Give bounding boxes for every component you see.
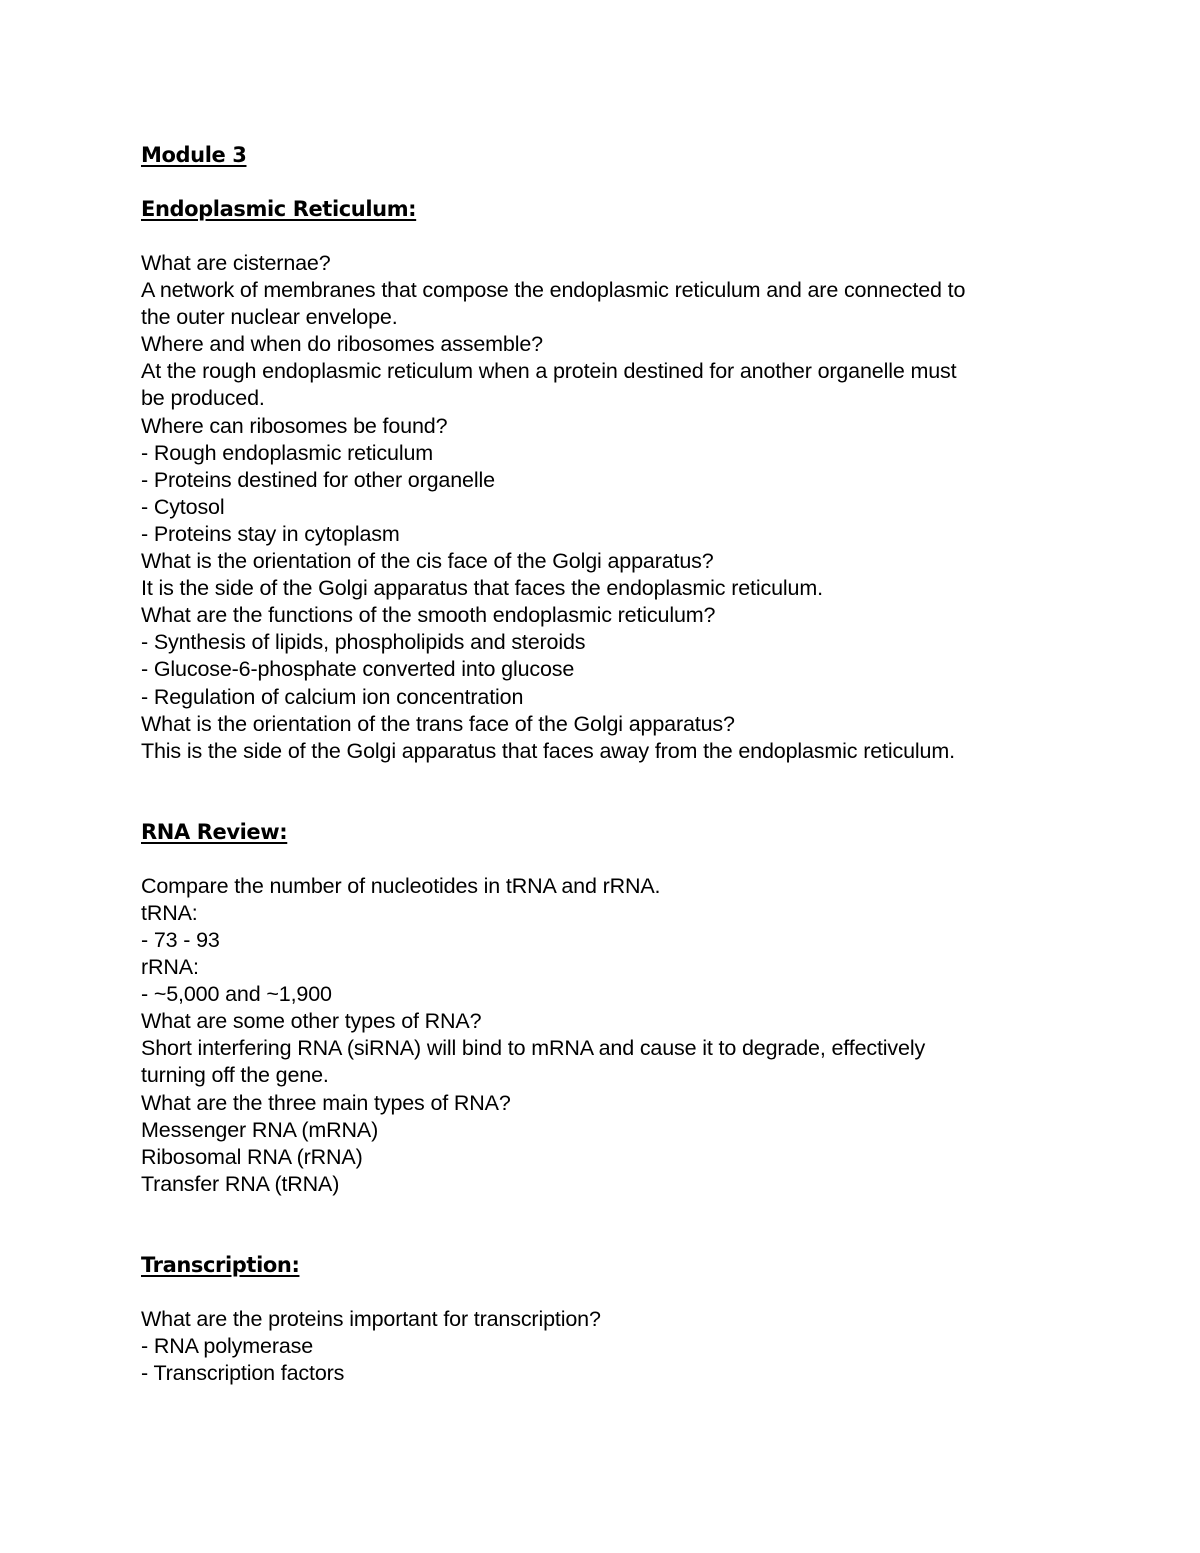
text-line: At the rough endoplasmic reticulum when a protein destined for another organelle must: [141, 359, 957, 384]
text-line: Short interfering RNA (siRNA) will bind to mRNA and cause it to degrade, effectively: [141, 1036, 926, 1061]
section-heading-transcription: Transcription:: [141, 1252, 300, 1277]
text-line: What are some other types of RNA?: [141, 1009, 482, 1034]
text-line: Where and when do ribosomes assemble?: [141, 332, 543, 357]
spacer: [141, 846, 1081, 873]
text-line: Compare the number of nucleotides in tRNA and rRNA.: [141, 873, 661, 898]
text-line: What is the orientation of the trans face of the Golgi apparatus?: [141, 711, 735, 736]
text-line: It is the side of the Golgi apparatus that faces the endoplasmic reticulum.: [141, 576, 823, 601]
document-title: Module 3: [141, 143, 247, 167]
text-line: turning off the gene.: [141, 1063, 329, 1088]
section-body-endoplasmic-reticulum: [141, 250, 1081, 765]
list-item: - Cytosol: [141, 494, 225, 519]
list-item: - Proteins stay in cytoplasm: [141, 521, 400, 546]
section-heading-rna-review: RNA Review:: [141, 819, 288, 844]
text-line: rRNA:: [141, 955, 199, 980]
text-line: the outer nuclear envelope.: [141, 305, 398, 330]
spacer: [141, 169, 1081, 196]
text-line: Transfer RNA (tRNA): [141, 1171, 340, 1196]
spacer: [141, 1198, 1081, 1252]
list-item: - Transcription factors: [141, 1361, 345, 1386]
text-line: What are cisternae?: [141, 251, 331, 275]
spacer: [141, 223, 1081, 250]
text-line: What are the three main types of RNA?: [141, 1090, 511, 1115]
text-line: be produced.: [141, 386, 265, 411]
section-body-rna-review: [141, 873, 1081, 1198]
text-line: This is the side of the Golgi apparatus that faces away from the endoplasmic reticulum.: [141, 738, 955, 763]
list-item: - Synthesis of lipids, phospholipids and steroids: [141, 630, 586, 655]
text-line: Messenger RNA (mRNA): [141, 1117, 379, 1142]
list-item: - 73 - 93: [141, 927, 220, 952]
list-item: - Glucose-6-phosphate converted into glucose: [141, 657, 575, 682]
text-line: A network of membranes that compose the endoplasmic reticulum and are connected to: [141, 278, 966, 303]
text-line: Ribosomal RNA (rRNA): [141, 1144, 363, 1169]
list-item: - Regulation of calcium ion concentration: [141, 684, 524, 709]
list-item: - ~5,000 and ~1,900: [141, 982, 332, 1007]
list-item: - Proteins destined for other organelle: [141, 467, 495, 492]
spacer: [141, 1279, 1081, 1306]
text-line: What is the orientation of the cis face of the Golgi apparatus?: [141, 549, 714, 574]
text-line: What are the functions of the smooth endoplasmic reticulum?: [141, 603, 716, 628]
document-body: [141, 142, 1081, 1387]
text-line: Where can ribosomes be found?: [141, 413, 448, 438]
section-body-transcription: [141, 1306, 1081, 1387]
list-item: - Rough endoplasmic reticulum: [141, 440, 434, 465]
text-line: tRNA:: [141, 900, 198, 925]
spacer: [141, 765, 1081, 819]
text-line: What are the proteins important for transcription?: [141, 1306, 601, 1331]
section-heading-endoplasmic-reticulum: Endoplasmic Reticulum:: [141, 197, 417, 221]
list-item: - RNA polymerase: [141, 1334, 314, 1358]
